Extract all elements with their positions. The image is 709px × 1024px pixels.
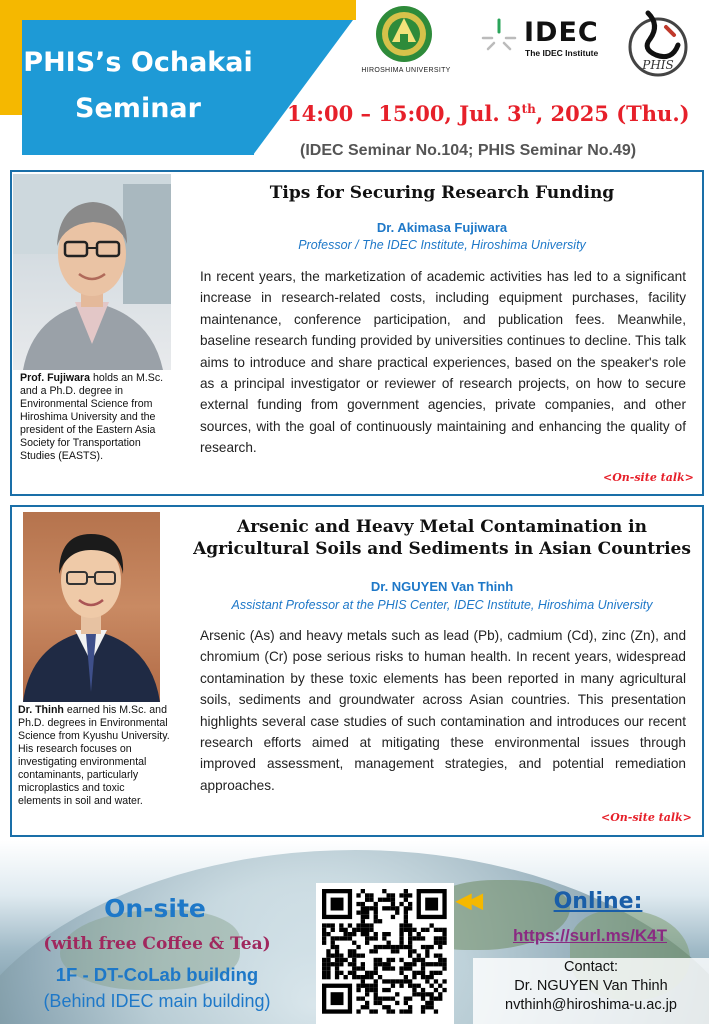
onsite-heading: On-site	[104, 894, 206, 923]
speaker-name-2: Dr. NGUYEN Van Thinh	[370, 579, 514, 594]
idec-caption: The IDEC Institute	[525, 48, 599, 58]
header-accent-side	[0, 0, 22, 115]
contact-email[interactable]: nvthinh@hiroshima-u.ac.jp	[505, 997, 677, 1013]
header-accent-bar	[0, 0, 356, 20]
bio-name-thinh: Dr. Thinh	[18, 704, 64, 716]
idec-star-icon	[479, 18, 519, 58]
onsite-talk-tag-1: <On-site talk>	[603, 471, 694, 484]
contact-name: Dr. NGUYEN Van Thinh	[514, 978, 668, 994]
talk-title-2	[192, 516, 692, 560]
seminar-title-line2: Seminar	[75, 93, 201, 124]
hiroshima-university-logo	[374, 4, 434, 64]
talk-panel-2	[10, 505, 704, 837]
talk-abstract-1: In recent years, the marketization of academic activities has led to a significant increase in research-related costs, including equipment purchases, facility maintenance, conference participation, and publication fees. Meanwhile, baseline research funding provided by universities continues to decline. This talk aims to introduce and share practical experiences, based on the speaker's role as a principal investigator or reviewer of research projects, on how to secure external funding from government agencies, private companies, and other sources, with the goal of continuously maintaining and enhancing the quality of research.	[200, 269, 686, 456]
venue-building: 1F - DT-CoLab building	[55, 964, 259, 985]
speaker-photo-fujiwara	[13, 174, 171, 370]
online-heading: Online:	[553, 889, 643, 914]
bio-text-thinh: earned his M.Sc. and Ph.D. degrees in Environmental Science from Kyushu University. His research focuses on investigating environmental contaminants, particularly microplastics and toxic elements in soil and water.	[18, 704, 170, 807]
free-coffee-note: (with free Coffee & Tea)	[43, 934, 271, 954]
onsite-talk-tag-2: <On-site talk>	[601, 811, 692, 824]
speaker-photo-thinh	[23, 512, 160, 702]
footer	[0, 840, 709, 1024]
seminar-title-banner	[22, 20, 254, 155]
title-banner-wedge	[253, 20, 353, 155]
seminar-title-line1: PHIS’s Ochakai	[23, 47, 253, 78]
bio-text-fujiwara: holds an M.Sc. and a Ph.D. degree in Environmental Science from Hiroshima University and the president of the Eastern Asia Society for Transportation Studies (EASTS).	[20, 372, 164, 462]
speaker-bio-thinh	[18, 704, 170, 808]
speaker-affiliation-2: Assistant Professor at the PHIS Center, IDEC Institute, Hiroshima University	[231, 598, 653, 612]
datetime-sup: th	[521, 102, 536, 116]
idec-logo: IDEC	[524, 17, 599, 48]
bio-name-fujiwara: Prof. Fujiwara	[20, 372, 91, 384]
talk-panel-1	[10, 170, 704, 496]
phis-logo	[620, 5, 696, 83]
qr-pointer-arrow-icon: ◀◀	[456, 890, 479, 912]
svg-text:PHIS: PHIS	[642, 58, 674, 72]
contact-box	[473, 958, 709, 1024]
seminar-numbers: (IDEC Seminar No.104; PHIS Seminar No.49)	[300, 142, 637, 159]
online-meeting-link[interactable]: https://surl.ms/K4T	[513, 926, 667, 945]
datetime-main: 14:00 – 15:00, Jul. 3	[287, 101, 522, 126]
hiroshima-university-caption: HIROSHIMA UNIVERSITY	[361, 67, 451, 74]
talk-title-2-line1: Arsenic and Heavy Metal Contamination in	[237, 517, 647, 537]
talk-title-1: Tips for Securing Research Funding	[269, 183, 615, 203]
talk-title-2-line2: Agricultural Soils and Sediments in Asian Countries	[193, 539, 691, 559]
speaker-bio-fujiwara	[20, 372, 172, 463]
talk-abstract-2: Arsenic (As) and heavy metals such as lead (Pb), cadmium (Cd), zinc (Zn), and chromium (Cr) pose serious risks to human health. In recent years, widespread contamination by these toxic elements has been reported in many agricultural soils, sediments and groundwater across Asian countries. This presentation highlights several case studies of such contamination and introduces our recent research efforts aimed at mitigating these environmental issues through improved assessment, management strategies, and potential remediation approaches.	[200, 628, 686, 793]
speaker-name-1: Dr. Akimasa Fujiwara	[376, 220, 508, 235]
event-datetime	[287, 101, 690, 126]
datetime-rest: , 2025 (Thu.)	[535, 101, 690, 126]
venue-location-note: (Behind IDEC main building)	[43, 991, 271, 1011]
qr-code[interactable]	[316, 883, 454, 1024]
contact-label: Contact:	[564, 959, 618, 975]
speaker-affiliation-1: Professor / The IDEC Institute, Hiroshima University	[298, 238, 586, 252]
